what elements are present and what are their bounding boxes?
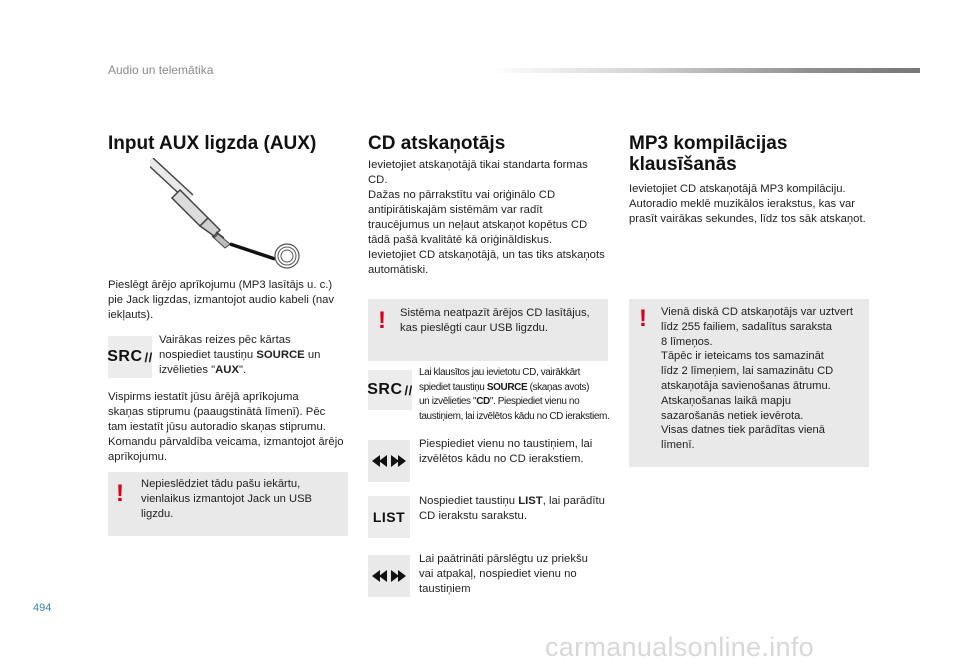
cd-heading: CD atskaņotājs	[368, 133, 506, 154]
cd-src-instruction: Lai klausītos jau ievietotu CD, vairākkārt spiediet taustiņu SOURCE (skaņas avots) un izvēlieties "CD". Piespiediet vienu no taustiņiem, lai izvēlētos kādu no CD ierakstiem.	[419, 367, 610, 422]
jack-plug-icon	[150, 158, 310, 273]
prev-next-icon	[368, 440, 410, 482]
track-buttons-icon	[368, 440, 410, 482]
cd-list-text: Nospiediet taustiņu LIST, lai parādītu CD ierakstu sarakstu.	[419, 495, 605, 522]
src-button-icon: SRC //	[108, 336, 152, 378]
section-title: Audio un telemātika	[108, 63, 214, 77]
warning-icon: !	[116, 480, 124, 507]
aux-src-instruction: Vairākas reizes pēc kārtas nospiediet taustiņu SOURCE un izvēlieties "AUX".	[159, 334, 321, 376]
mp3-warning-box: ! Vienā diskā CD atskaņotājs var uztvert līdz 255 failiem, sadalītus saraksta 8 līmeņos. Tāpēc ir ieteicams tos samazināt līdz 2 līmeņiem, lai samazinātu CD atskaņotāja savienošanas ātrumu. Atskaņošanas laikā mapju sazarošanās netiek ievērota. Visas datnes tiek parādītas vienā līmenī.	[629, 299, 869, 467]
src-button-icon: SRC //	[368, 370, 412, 410]
mp3-heading: MP3 kompilācijas klausīšanās	[629, 133, 788, 175]
cd-fast-text: Lai paātrināti pārslēgtu uz priekšu vai atpakaļ, nospiediet vienu no taustiņiem	[419, 553, 588, 595]
fast-forward-buttons-icon	[368, 555, 410, 597]
cd-track-select-text: Piespiediet vienu no taustiņiem, lai izvēlētos kādu no CD ierakstiem.	[419, 438, 593, 465]
aux-volume-text: Vispirms iestatīt jūsu ārējā aprīkojuma skaņas stiprumu (paaugstinātā līmenī). Pēc tam iestatīt jūsu autoradio skaņas stiprumu. Komandu pārvaldība veicama, izmantojot ārējo aprīkojumu.	[108, 391, 344, 463]
rewind-forward-icon	[368, 555, 410, 597]
mp3-intro-text: Ievietojiet CD atskaņotājā MP3 kompilāciju. Autoradio meklē muzikālos ierakstus, kas var prasīt vairākas sekundes, līdz tos sāk atskaņot.	[629, 183, 866, 225]
cd-intro-text: Ievietojiet atskaņotājā tikai standarta formas CD. Dažas no pārrakstītu vai oriģinālo CD antipirātiskajām sistēmām var radīt traucējumus un neļaut atskaņot kopētus CD tādā pašā kvalitātē kā oriģināldiskus. Ievietojiet CD atskaņotājā, un tas tiks atskaņots automātiski.	[368, 159, 605, 276]
warning-icon: !	[639, 305, 647, 332]
aux-heading: Input AUX ligzda (AUX)	[108, 133, 317, 154]
page-number: 494	[33, 602, 52, 614]
header-rule	[490, 68, 920, 73]
cd-warning-box: ! Sistēma neatpazīt ārējos CD lasītājus, kas pieslēgti caur USB ligzdu.	[368, 299, 608, 361]
watermark: carmanualsonline.info	[545, 632, 814, 662]
list-button-icon: LIST	[368, 496, 410, 538]
aux-intro-text: Pieslēgt ārējo aprīkojumu (MP3 lasītājs u. c.) pie Jack ligzdas, izmantojot audio kabeli (nav iekļauts).	[108, 279, 335, 321]
warning-icon: !	[378, 307, 386, 334]
aux-warning-box: ! Nepieslēdziet tādu pašu iekārtu, vienlaikus izmantojot Jack un USB ligzdu.	[108, 472, 348, 536]
